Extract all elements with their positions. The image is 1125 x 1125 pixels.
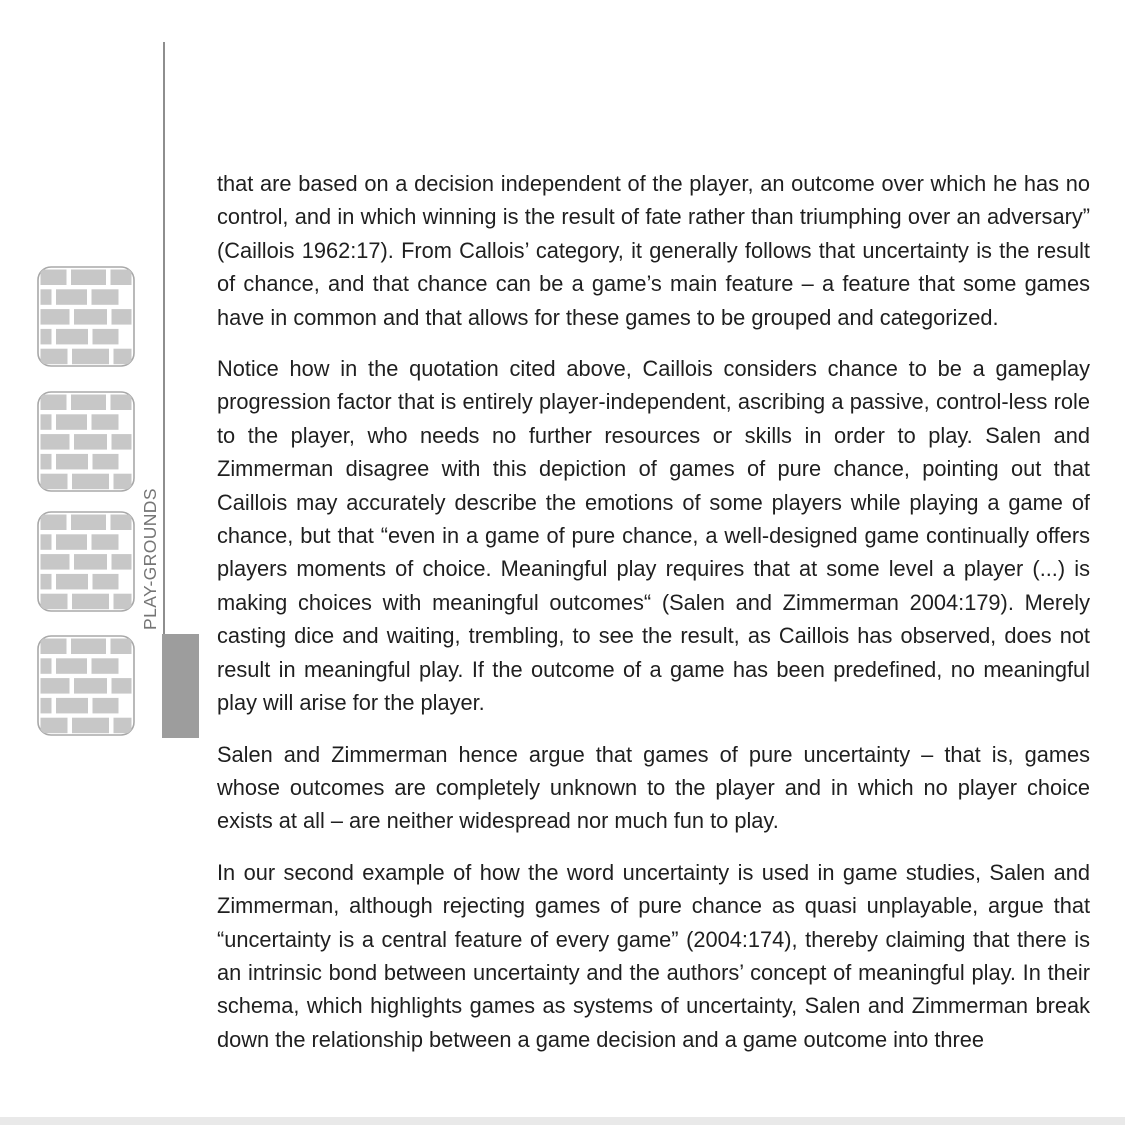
brick-wall-icon [37, 266, 135, 367]
body-paragraph: Salen and Zimmerman hence argue that games of pure uncertainty – that is, games whose outcomes are completely unknown to the player and in which no player choice exists at all – are neither widespread nor much fun to play. [217, 741, 1090, 834]
body-text-column [217, 167, 1090, 1074]
brick-wall-icon [37, 391, 135, 492]
section-label: PLAY-GROUNDS [140, 488, 160, 630]
page-edge-strip [0, 1117, 1125, 1125]
margin-icon-rail [37, 0, 135, 1125]
brick-wall-icon [37, 511, 135, 612]
body-paragraph: Notice how in the quotation cited above, Caillois considers chance to be a gameplay progression factor that is entirely player-independent, ascribing a passive, control-less role to the player, who needs no further resources or skills in order to play. Salen and Zimmerman disagree with this depiction of games of pure chance, pointing out that Caillois may accurately describe the emotions of some players while playing a game of chance, but that “even in a game of pure chance, a well-designed game continually offers players moments of choice. Meaningful play requires that at some level a player (...) is making choices with meaningful outcomes“ (Salen and Zimmerman 2004:179). Merely casting dice and waiting, trembling, to see the result, as Caillois has observed, does not result in meaningful play. If the outcome of a game has been predefined, no meaningful play will arise for the player. [217, 356, 1090, 716]
body-paragraph: In our second example of how the word uncertainty is used in game studies, Salen and Zimmerman, although rejecting games of pure chance as quasi unplayable, argue that “uncertainty is a central feature of every game” (2004:174), thereby claiming that there is an intrinsic bond between uncertainty and the authors’ concept of meaningful play. In their schema, which highlights games as systems of uncertainty, Salen and Zimmerman break down the relationship between a game decision and a game outcome into three [217, 859, 1090, 1052]
page-number-box [132, 634, 199, 738]
page-number: 332 [132, 667, 155, 705]
brick-wall-icon [37, 635, 135, 736]
body-paragraph: that are based on a decision independent of the player, an outcome over which he has no control, and in which winning is the result of fate rather than triumphing over an adversary” (Caillois 1962:17). From Callois’ category, it generally follows that uncertainty is the result of chance, and that chance can be a game’s main feature – a feature that some games have in common and that allows for these games to be grouped and categorized. [217, 171, 1090, 330]
